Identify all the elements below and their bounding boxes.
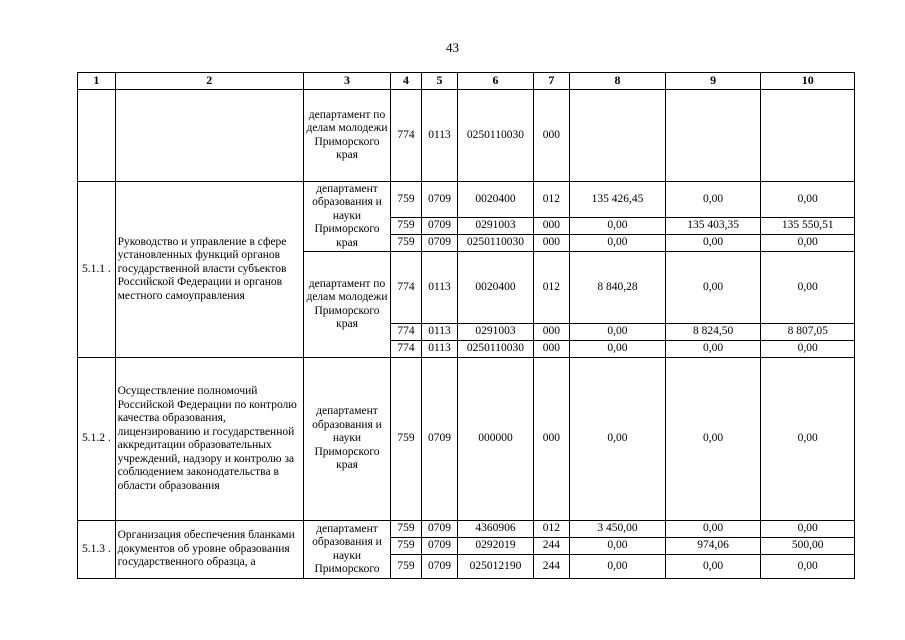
cell-col4: 759	[391, 521, 422, 538]
header-cell: 3	[303, 73, 390, 90]
header-cell: 1	[78, 73, 116, 90]
cell-col7: 000	[533, 218, 570, 235]
cell-col5: 0113	[421, 90, 458, 182]
cell-col5: 0709	[421, 538, 458, 555]
cell-col8: 0,00	[570, 358, 666, 521]
table-row	[78, 90, 855, 182]
cell-col4: 759	[391, 358, 422, 521]
header-cell: 4	[391, 73, 422, 90]
cell-col5: 0709	[421, 358, 458, 521]
cell-col10: 0,00	[761, 235, 855, 252]
cell-col9: 0,00	[665, 358, 761, 521]
item-index: 5.1.3 .	[78, 521, 116, 579]
cell-col4: 774	[391, 252, 422, 324]
cell-col6: 0250110030	[458, 235, 533, 252]
cell-col8: 0,00	[570, 324, 666, 341]
cell-col4: 759	[391, 218, 422, 235]
cell-col9: 0,00	[665, 555, 761, 579]
cell-col10: 135 550,51	[761, 218, 855, 235]
cell-col9: 135 403,35	[665, 218, 761, 235]
cell-col6: 0291003	[458, 218, 533, 235]
cell-col7: 012	[533, 252, 570, 324]
cell-col5: 0113	[421, 252, 458, 324]
cell-col7: 000	[533, 358, 570, 521]
item-description	[115, 90, 303, 182]
item-index: 5.1.1 .	[78, 182, 116, 358]
cell-col7: 000	[533, 324, 570, 341]
table-row	[78, 182, 855, 218]
cell-col6: 0020400	[458, 252, 533, 324]
header-cell: 8	[570, 73, 666, 90]
cell-col5: 0113	[421, 324, 458, 341]
header-cell: 10	[761, 73, 855, 90]
cell-col6: 0250110030	[458, 90, 533, 182]
cell-col8: 0,00	[570, 235, 666, 252]
header-cell: 9	[665, 73, 761, 90]
header-row	[78, 73, 855, 90]
cell-col6: 0250110030	[458, 341, 533, 358]
cell-col9: 0,00	[665, 252, 761, 324]
cell-col10: 0,00	[761, 521, 855, 538]
cell-col8: 0,00	[570, 218, 666, 235]
cell-col8: 135 426,45	[570, 182, 666, 218]
page-number: 43	[446, 40, 459, 55]
budget-table	[77, 72, 855, 579]
item-index: 5.1.2 .	[78, 358, 116, 521]
cell-col8: 0,00	[570, 555, 666, 579]
cell-col4: 759	[391, 235, 422, 252]
cell-col9: 8 824,50	[665, 324, 761, 341]
department-name: департамент образования и науки Приморского края	[303, 182, 390, 252]
header-cell: 6	[458, 73, 533, 90]
table-row	[78, 358, 855, 521]
cell-col9: 0,00	[665, 235, 761, 252]
cell-col4: 774	[391, 90, 422, 182]
cell-col7: 244	[533, 555, 570, 579]
cell-col6: 000000	[458, 358, 533, 521]
item-description: Организация обеспечения бланками документов об уровне образования государственного образца, а	[115, 521, 303, 579]
cell-col8: 3 450,00	[570, 521, 666, 538]
cell-col10: 0,00	[761, 252, 855, 324]
cell-col9: 0,00	[665, 521, 761, 538]
cell-col7: 000	[533, 235, 570, 252]
cell-col5: 0709	[421, 521, 458, 538]
cell-col5: 0709	[421, 235, 458, 252]
cell-col7: 000	[533, 90, 570, 182]
cell-col6: 0291003	[458, 324, 533, 341]
cell-col4: 774	[391, 341, 422, 358]
item-index	[78, 90, 116, 182]
cell-col5: 0709	[421, 182, 458, 218]
cell-col6: 4360906	[458, 521, 533, 538]
cell-col8	[570, 90, 666, 182]
table-row	[78, 521, 855, 538]
cell-col4: 759	[391, 182, 422, 218]
cell-col9: 974,06	[665, 538, 761, 555]
cell-col4: 774	[391, 324, 422, 341]
cell-col6: 0292019	[458, 538, 533, 555]
header-cell: 5	[421, 73, 458, 90]
cell-col6: 0020400	[458, 182, 533, 218]
cell-col9: 0,00	[665, 341, 761, 358]
cell-col7: 012	[533, 521, 570, 538]
cell-col9: 0,00	[665, 182, 761, 218]
cell-col9	[665, 90, 761, 182]
cell-col10: 8 807,05	[761, 324, 855, 341]
cell-col8: 0,00	[570, 538, 666, 555]
cell-col5: 0709	[421, 555, 458, 579]
cell-col10: 0,00	[761, 555, 855, 579]
department-name: департамент по делам молодежи Приморского края	[303, 252, 390, 358]
item-description: Руководство и управление в сфере установленных функций органов государственной власти субъектов Российской Федерации и органов местного самоуправления	[115, 182, 303, 358]
cell-col7: 000	[533, 341, 570, 358]
cell-col4: 759	[391, 538, 422, 555]
cell-col10: 0,00	[761, 341, 855, 358]
cell-col10	[761, 90, 855, 182]
cell-col8: 8 840,28	[570, 252, 666, 324]
cell-col8: 0,00	[570, 341, 666, 358]
header-cell: 7	[533, 73, 570, 90]
department-name: департамент образования и науки Приморского	[303, 521, 390, 579]
cell-col6: 025012190	[458, 555, 533, 579]
cell-col7: 012	[533, 182, 570, 218]
cell-col10: 0,00	[761, 182, 855, 218]
department-name: департамент образования и науки Приморского края	[303, 358, 390, 521]
cell-col10: 0,00	[761, 358, 855, 521]
cell-col10: 500,00	[761, 538, 855, 555]
cell-col7: 244	[533, 538, 570, 555]
cell-col4: 759	[391, 555, 422, 579]
cell-col5: 0709	[421, 218, 458, 235]
department-name: департамент по делам молодежи Приморского края	[303, 90, 390, 182]
item-description: Осуществление полномочий Российской Федерации по контролю качества образования, лицензированию и государственной аккредитации образовательных учреждений, надзору и контролю за соблюдением законодательства в области образования	[115, 358, 303, 521]
cell-col5: 0113	[421, 341, 458, 358]
header-cell: 2	[115, 73, 303, 90]
